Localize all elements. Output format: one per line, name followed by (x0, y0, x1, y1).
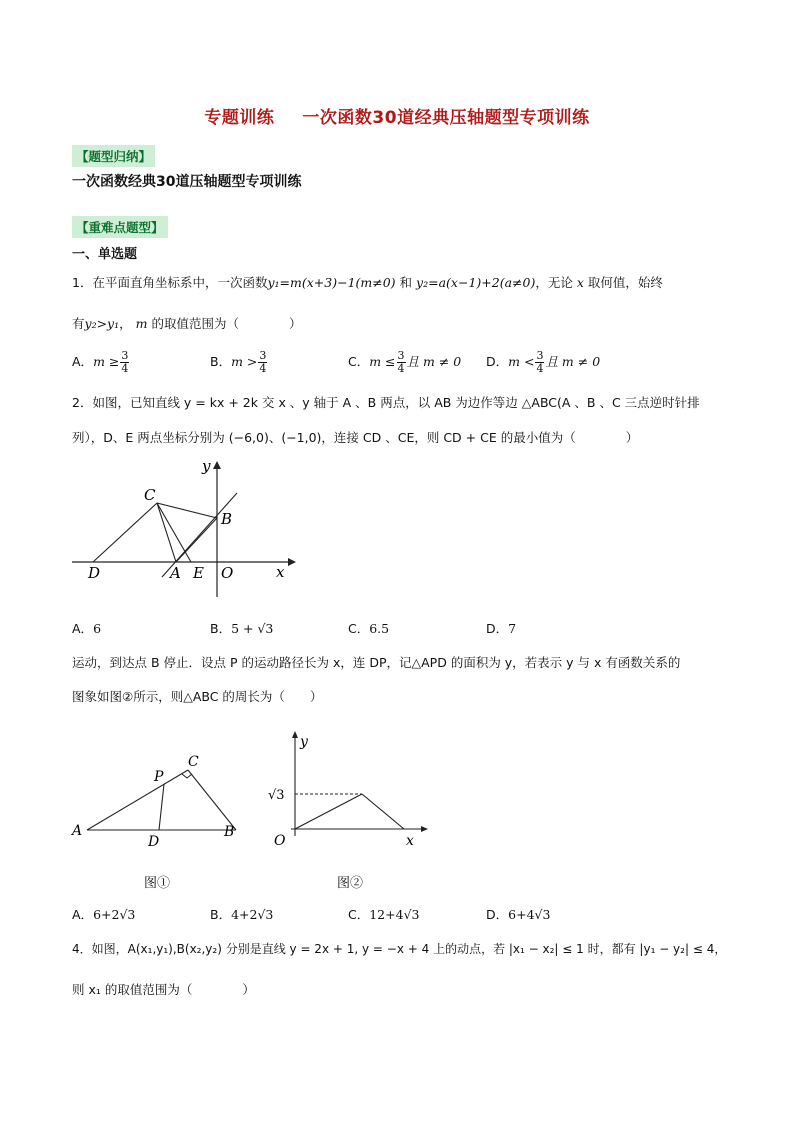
q4-line2: 则 x₁ 的取值范围为（ ） (72, 982, 255, 997)
q1-option-d[interactable]: D．m < $\frac{3}{4}$ 且 m ≠ 0 (486, 349, 601, 375)
label-c: C (188, 754, 199, 770)
q3-option-a[interactable]: A．6+2√3 (72, 907, 136, 922)
graph-rise (295, 794, 362, 829)
q3-figure-2 (256, 728, 436, 853)
graph-fall (362, 794, 404, 829)
page-title (0, 103, 794, 128)
q3-line2: 图象如图②所示，则△ABC 的周长为（ ） (72, 689, 323, 704)
caption-figure-2: 图② (337, 876, 364, 891)
label-d: D (88, 564, 101, 582)
q2-line2: 列），D、E 两点坐标分别为 (−6,0)、(−1,0)，连接 CD 、CE，则 CD + CE 的最小值为（ ） (72, 430, 639, 445)
label-x: x (406, 833, 414, 849)
segment-ac (87, 770, 188, 830)
q2-option-b[interactable]: B．5 + √3 (210, 621, 274, 636)
label-o: O (221, 564, 234, 582)
q1-line2: 有y₂>y₁， m 的取值范围为（ ） (72, 316, 302, 331)
segment-ca (157, 503, 176, 562)
q1-option-c[interactable]: C．m ≤ $\frac{3}{4}$ 且 m ≠ 0 (348, 349, 462, 375)
y-axis-arrow (213, 461, 221, 469)
segment-pd (159, 784, 164, 830)
q4-line1: 4．如图，A(x₁,y₁),B(x₂,y₂) 分别是直线 y = 2x + 1, y = −x + 4 上的动点，若 |x₁ − x₂| ≤ 1 时，都有 |y₁ − y₂| ≤ 4， (72, 942, 727, 956)
q2-figure (60, 455, 310, 605)
q2-option-d[interactable]: D．7 (486, 621, 517, 636)
tag-key-types: 【重难点题型】 (72, 216, 168, 238)
tag-question-types: 【题型归纳】 (72, 145, 155, 167)
y-axis-arrow (292, 731, 298, 738)
q1-option-a[interactable]: A．m ≥ $\frac{3}{4}$ (72, 349, 129, 375)
title-prefix: 专题训练 (204, 108, 275, 128)
x-axis-arrow (421, 826, 428, 832)
label-d: D (148, 834, 160, 848)
label-root3: √3 (268, 788, 285, 803)
label-c: C (144, 486, 156, 504)
summary-line: 一次函数经典30道压轴题型专项训练 (72, 174, 302, 190)
segment-cb (188, 770, 236, 830)
label-p: P (154, 769, 164, 785)
q1-option-b[interactable]: B．m > $\frac{3}{4}$ (210, 349, 267, 375)
label-b: B (221, 510, 233, 528)
label-a: A (170, 564, 181, 582)
q2-option-a[interactable]: A．6 (72, 621, 102, 636)
q2-line1: 2．如图，已知直线 y = kx + 2k 交 x 、y 轴于 A 、B 两点，以 AB 为边作等边 △ABC(A 、B 、C 三点逆时针排 (72, 395, 700, 410)
label-x: x (276, 563, 285, 581)
x-axis-arrow (288, 558, 296, 566)
segment-cb (157, 503, 217, 518)
label-b: B (224, 824, 235, 840)
segment-ce (157, 503, 191, 562)
q3-option-b[interactable]: B．4+2√3 (210, 907, 274, 922)
right-angle-mark (182, 774, 192, 778)
label-e: E (193, 564, 204, 582)
q1-line1: 1．在平面直角坐标系中，一次函数y₁=m(x+3)−1(m≠0) 和 y₂=a(x−1)+2(a≠0)，无论 x 取何值，始终 (72, 275, 663, 290)
label-y: y (202, 457, 211, 475)
label-a: A (72, 823, 83, 839)
label-o: O (274, 833, 286, 849)
segment-cd (93, 503, 157, 562)
q2-option-c[interactable]: C．6.5 (348, 621, 390, 636)
q3-figure-1 (66, 748, 246, 848)
section-heading: 一、单选题 (72, 247, 138, 262)
segment-ab (176, 518, 217, 562)
caption-figure-1: 图① (144, 876, 171, 891)
q3-line1: 运动，到达点 B 停止．设点 P 的运动路径长为 x，连 DP，记△APD 的面积为 y，若表示 y 与 x 有函数关系的 (72, 655, 681, 670)
q3-option-d[interactable]: D．6+4√3 (486, 907, 551, 922)
label-y: y (300, 734, 308, 750)
q3-option-c[interactable]: C．12+4√3 (348, 907, 420, 922)
title-main: 一次函数30道经典压轴题型专项训练 (302, 108, 590, 128)
